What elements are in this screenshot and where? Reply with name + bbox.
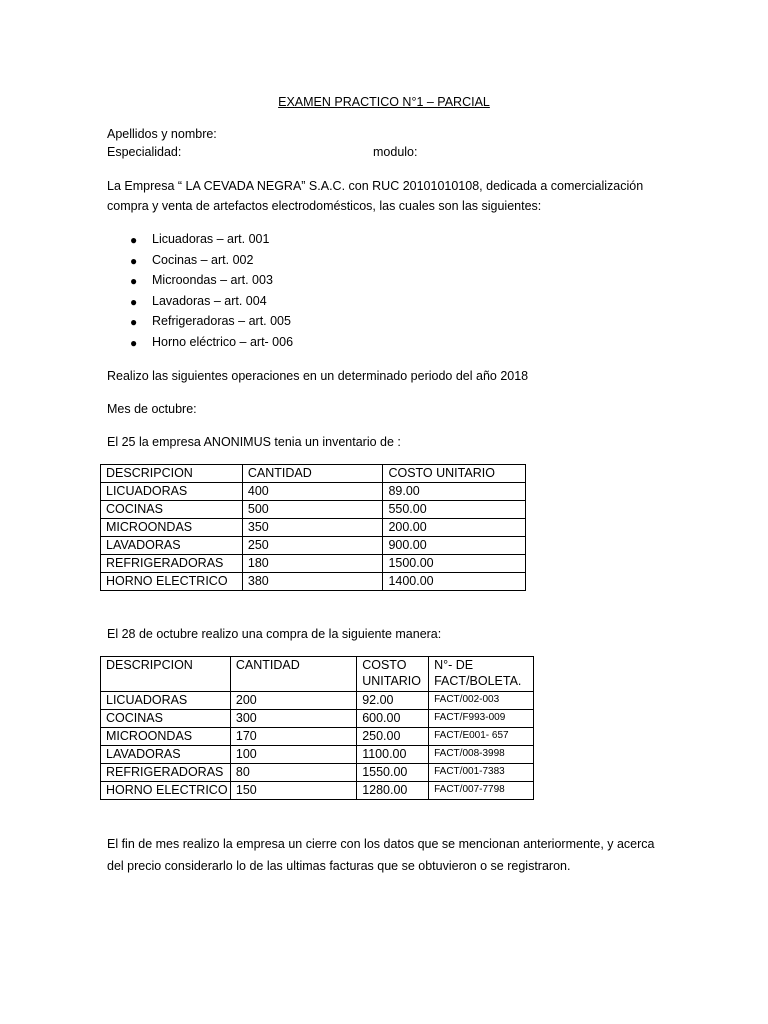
table-cell: REFRIGERADORAS [101,764,231,782]
table-cell: 92.00 [357,692,429,710]
table-cell: 600.00 [357,710,429,728]
intro-line-1: La Empresa “ LA CEVADA NEGRA” S.A.C. con RUC 20101010108, dedicada a comercialización [107,179,644,193]
table-cell: COCINAS [101,710,231,728]
table-header-row [101,657,534,692]
table-row [101,483,526,501]
table-cell: FACT/E001- 657 [429,728,534,746]
closing-line-1: El fin de mes realizo la empresa un cierre con los datos que se mencionan anteriormente, y acerca [107,837,655,851]
list-item: ● Cocinas – art. 002 [130,252,254,268]
table-cell: MICROONDAS [101,728,231,746]
module-label: modulo: [373,145,418,159]
table-cell: 1400.00 [383,573,526,591]
table-cell: 1500.00 [383,555,526,573]
table-cell: LAVADORAS [101,537,243,555]
table-cell: LAVADORAS [101,746,231,764]
list-item: ● Horno eléctrico – art- 006 [130,334,294,350]
list-item: ● Licuadoras – art. 001 [130,232,270,247]
table-row [101,764,534,782]
table-header-cell: CANTIDAD [242,465,383,483]
table-cell: 1550.00 [357,764,429,782]
table-cell: FACT/008-3998 [429,746,534,764]
table-row [101,782,534,800]
table-cell: FACT/F993-009 [429,710,534,728]
table-row [101,519,526,537]
table-header-cell: CANTIDAD [230,657,356,692]
purchase-table [100,656,534,800]
purchase-intro: El 28 de octubre realizo una compra de la siguiente manera: [107,627,442,641]
inventory-intro: El 25 la empresa ANONIMUS tenia un inventario de : [107,435,401,449]
table-cell: LICUADORAS [101,692,231,710]
table-row [101,501,526,519]
table-row [101,555,526,573]
intro-line-2: compra y venta de artefactos electrodomésticos, las cuales son las siguientes: [107,199,542,213]
bullet-icon: ● [130,233,138,247]
table-row [101,573,526,591]
table-cell: 400 [242,483,383,501]
table-cell: HORNO ELECTRICO [101,782,231,800]
bullet-icon: ● [130,315,138,329]
table-cell: 1280.00 [357,782,429,800]
table-cell: 80 [230,764,356,782]
list-item: ● Lavadoras – art. 004 [130,293,267,309]
table-cell: LICUADORAS [101,483,243,501]
closing-line-2: del precio considerarlo lo de las ultimas facturas que se obtuvieron o se registraron. [107,859,571,873]
operations-text: Realizo las siguientes operaciones en un determinado periodo del año 2018 [107,369,529,383]
table-cell: HORNO ELECTRICO [101,573,243,591]
table-cell: 250 [242,537,383,555]
table-cell: 1100.00 [357,746,429,764]
table-cell: FACT/001-7383 [429,764,534,782]
table-row [101,710,534,728]
table-header-cell: DESCRIPCION [101,657,231,692]
table-cell: 89.00 [383,483,526,501]
table-cell: 150 [230,782,356,800]
table-cell: REFRIGERADORAS [101,555,243,573]
table-cell: FACT/007-7798 [429,782,534,800]
table-row [101,746,534,764]
product-list [130,231,293,354]
table-header-cell: DESCRIPCION [101,465,243,483]
table-row [101,728,534,746]
table-cell: 180 [242,555,383,573]
table-cell: 900.00 [383,537,526,555]
table-cell: 100 [230,746,356,764]
table-cell: MICROONDAS [101,519,243,537]
month-heading: Mes de octubre: [107,402,197,416]
table-cell: 500 [242,501,383,519]
table-cell: FACT/002-003 [429,692,534,710]
bullet-icon: ● [130,253,138,268]
bullet-icon: ● [130,274,138,288]
bullet-icon: ● [130,294,138,309]
table-cell: 380 [242,573,383,591]
table-cell: 250.00 [357,728,429,746]
table-row [101,537,526,555]
table-row [101,692,534,710]
table-cell: 550.00 [383,501,526,519]
table-cell: 350 [242,519,383,537]
table-header-cell: COSTO UNITARIO [357,657,429,692]
table-cell: 170 [230,728,356,746]
page-title: EXAMEN PRACTICO N°1 – PARCIAL [278,95,490,109]
table-cell: COCINAS [101,501,243,519]
table-cell: 200.00 [383,519,526,537]
specialty-label: Especialidad: [107,145,182,159]
table-header-cell: N°- DE FACT/BOLETA. [429,657,534,692]
name-label: Apellidos y nombre: [107,127,217,141]
bullet-icon: ● [130,335,138,350]
table-header-row [101,465,526,483]
list-item: ● Refrigeradoras – art. 005 [130,314,291,329]
table-header-cell: COSTO UNITARIO [383,465,526,483]
table-cell: 300 [230,710,356,728]
list-item: ● Microondas – art. 003 [130,273,273,288]
inventory-table [100,464,526,591]
table-cell: 200 [230,692,356,710]
